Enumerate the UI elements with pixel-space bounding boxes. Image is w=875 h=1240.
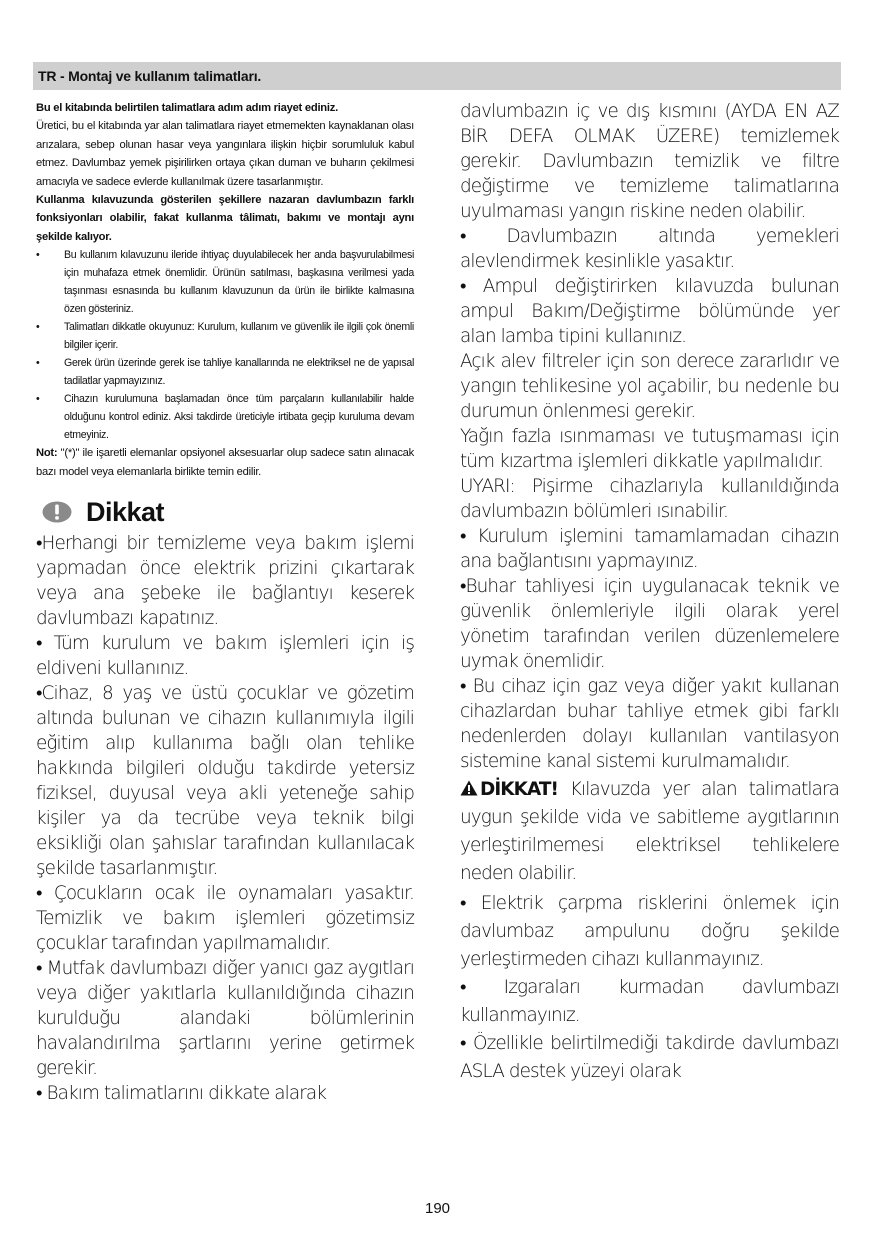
note-label: Not: — [36, 447, 58, 460]
paragraph: • Kurulum işlemini tamamlamadan cihazın ana bağlantısını yapmayınız. — [460, 526, 839, 572]
caution-heading — [36, 495, 414, 529]
intro-bold-paragraph: Kullanma kılavuzunda gösterilen şekillere nazaran davlumbazın farklı fonksiyonları olabilir, fakat kullanma tâlimatı, bakımı ve montajı aynı şekilde kalıyor. — [36, 194, 414, 243]
paragraph: • Bakım talimatlarını dikkate alarak — [36, 1083, 327, 1105]
paragraph: • Mutfak davlumbazı diğer yanıcı gaz aygıtları veya diğer yakıtlarla kullanıldığında cihazın kurulduğu alandaki bölümlerinin havalandırılma şartlarını yerine getirmek gerekir. — [36, 958, 414, 1080]
paragraph: UYARI: Pişirme cihazlarıyla kullanıldığında davlumbazın bölümleri ısınabilir. — [460, 476, 839, 522]
bullet-dot: • — [36, 321, 40, 334]
paragraph: • Davlumbazın altında yemekleri alevlendirmek kesinlikle yasaktır. — [460, 226, 839, 272]
page-number: 190 — [424, 1200, 451, 1217]
paragraph: davlumbazın iç ve dış kısmını (AYDA EN AZ BİR DEFA OLMAK ÜZERE) temizlemek gerekir. Davlumbazın temizlik ve filtre değiştirme ve temizleme talimatlarına uyulmaması yangın riskine neden olabilir. — [460, 101, 839, 222]
right-column — [460, 99, 839, 1086]
warning-circle-icon — [42, 501, 72, 523]
paragraph: • Özellikle belirtilmediği takdirde davlumbazı ASLA destek yüzeyi olarak — [460, 1033, 839, 1082]
note-paragraph: Not: "(*)" ile işaretli elemanlar opsiyonel aksesuarlar olup sadece satın alınacak bazı model veya elemanlarla birlikte temin edilir. — [36, 447, 414, 478]
list-item: • Bu kullanım kılavuzunu ileride ihtiyaç duyulabilecek her anda başvurulabilmesi için muhafaza etmek önemlidir. Ürünün satılması, başkasına verilmesi yada taşınması esnasında bu kullanım klavuzunun da ürün ile birlikte kalmasına özen gösteriniz. — [36, 246, 414, 318]
warning-label: DİKKAT! — [480, 779, 559, 800]
section-title: TR - Montaj ve kullanım talimatları. — [38, 68, 262, 84]
list-item: • Talimatları dikkatle okuyunuz: Kurulum, kullanım ve güvenlik ile ilgili çok önemli bilgiler içerir. — [36, 318, 414, 354]
paragraph: • Çocukların ocak ile oynamaları yasaktır. Temizlik ve bakım işlemleri gözetimsiz çocuklar tarafından yapılmamalıdır. — [36, 883, 414, 955]
bullet-dot: • — [36, 393, 40, 406]
intro-bullet-list — [36, 246, 414, 444]
paragraph: • Izgaraları kurmadan davlumbazı kullanmayınız. — [460, 977, 839, 1026]
paragraph: • Elektrik çarpma risklerini önlemek için davlumbaz ampulunu doğru şekilde yerleştirmeden cihazı kullanmayınız. — [460, 893, 839, 970]
paragraph: • Tüm kurulum ve bakım işlemleri için iş eldiveni kullanınız. — [36, 633, 414, 680]
intro-paragraph: Üretici, bu el kitabında yar alan talimatlara riayet etmemekten kaynaklanan olası arızalara, sebep olunan hasar veya yangınlara ilişkin hiçbir sorumluluk kabul etmez. Davlumbaz yemek pişirilirken ortaya çıkan duman ve buharın çekilmesi amacıyla ve sadece evlerde kullanılmak üzere tasarlanmıştır. — [36, 120, 414, 188]
caution-title: Dikkat — [86, 496, 165, 527]
list-item: • Cihazın kurulumuna başlamadan önce tüm parçaların kullanılabilir halde olduğunu kontrol ediniz. Aksi takdirde üreticiyle irtibata geçip kuruluma devam etmeyiniz. — [36, 390, 414, 444]
intro-bold-line: Bu el kitabında belirtilen talimatlara adım adım riayet ediniz. — [36, 102, 338, 114]
caution-text-left — [36, 531, 414, 1106]
paragraph: •Buhar tahliyesi için uygulanacak teknik ve güvenlik önlemleriyle ilgili olarak yerel yönetim tarafından verilen düzenlemelere uymak önemlidir. — [460, 576, 839, 672]
warning-paragraph: DİKKAT! Kılavuzda yer alan talimatlara uygun şekilde vida ve sabitleme aygıtlarının yerleştirilmemesi elektriksel tehlikelere neden olabilir. — [460, 779, 839, 884]
bullet-dot: • — [36, 249, 40, 262]
paragraph: Yağın fazla ısınmaması ve tutuşmaması için tüm kızartma işlemleri dikkatle yapılmalıdır. — [460, 426, 839, 472]
paragraph: •Cihaz, 8 yaş ve üstü çocuklar ve gözetim altında bulunan ve cihazın kullanımıyla ilgili eğitim alıp kullanıma bağlı olan tehlike hakkında bilgileri olduğu takdirde yetersiz fiziksel, duyusal veya akli yeteneğe sahip kişiler ya da tecrübe veya teknik bilgi eksikliği olan şahıslar tarafından kullanılacak şekilde tasarlanmıştır. — [36, 683, 414, 880]
left-column — [36, 99, 414, 1106]
paragraph: • Ampul değiştirirken kılavuzda bulunan ampul Bakım/Değiştirme bölümünde yer alan lamba tipini kullanınız. — [460, 276, 839, 347]
list-item: • Gerek ürün üzerinde gerek ise tahliye kanallarında ne elektriksel ne de yapısal tadilatlar yapmayızınız. — [36, 354, 414, 390]
paragraph: Açık alev filtreler için son derece zararlıdır ve yangın tehlikesine yol açabilir, bu nedenle bu durumun önlenmesi gerekir. — [460, 351, 839, 422]
paragraph: •Herhangi bir temizleme veya bakım işlemi yapmadan önce elektrik prizini çıkartarak veya ana şebeke ile bağlantıyı keserek davlumbazı kapatınız. — [36, 533, 414, 630]
warning-triangle-icon — [460, 780, 478, 796]
paragraph: • Bu cihaz için gaz veya diğer yakıt kullanan cihazlardan buhar tahliye etmek gibi farklı nedenlerden dolayı kullanılan vantilasyon sistemine kanal sistemi kurulmamalıdır. — [460, 676, 839, 772]
bullet-dot: • — [36, 357, 40, 370]
